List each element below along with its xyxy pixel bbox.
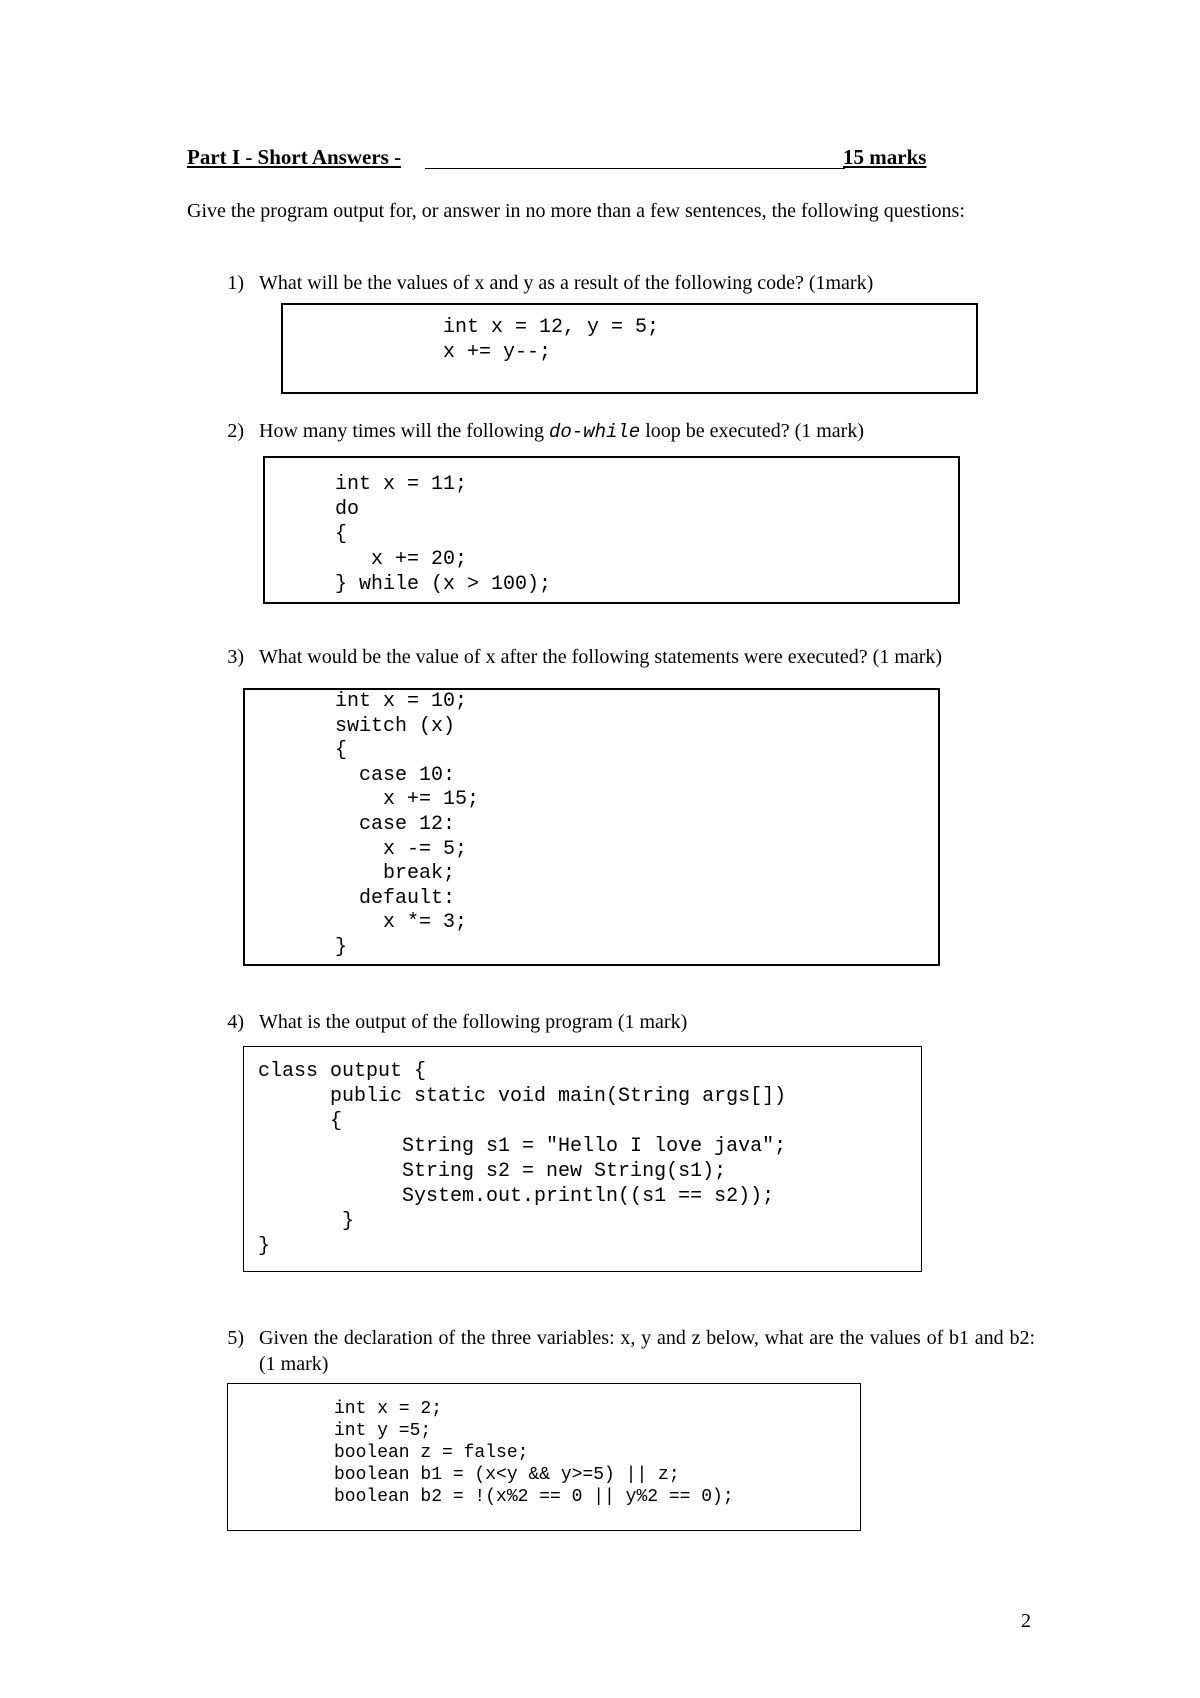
q4-code-line: String s1 = "Hello I love java"; — [258, 1135, 787, 1158]
q2-text-after: loop be executed? (1 mark) — [640, 420, 864, 442]
q4-code-line: class output { — [258, 1060, 427, 1083]
q5-code-line: boolean b2 = !(x%2 == 0 || y%2 == 0); — [334, 1487, 734, 1507]
q3-code-box — [243, 688, 940, 966]
section-title: Part I - Short Answers - — [187, 145, 402, 169]
q2-code-line: int x = 11; — [335, 473, 468, 496]
q5-code-line: boolean b1 = (x<y && y>=5) || z; — [334, 1465, 680, 1485]
q4-text: What is the output of the following program (1 mark) — [259, 1011, 688, 1033]
q2-code-line: do — [335, 498, 360, 521]
q1-text: What will be the values of x and y as a result of the following code? (1mark) — [259, 272, 874, 294]
section-marks: 15 marks — [843, 145, 927, 169]
q4-code-line: } — [258, 1235, 271, 1258]
q4-code-box — [243, 1046, 922, 1272]
q1-code-line: x += y--; — [443, 341, 552, 364]
intro-text: Give the program output for, or answer in no more than a few sentences, the following questions: — [187, 200, 965, 222]
q1-code-line: int x = 12, y = 5; — [443, 316, 660, 339]
q4-number: 4) — [227, 1011, 244, 1033]
q3-code-line: switch (x) — [335, 714, 456, 738]
q3-code-line: { — [335, 739, 348, 763]
q5-code-line: int y =5; — [334, 1421, 432, 1441]
q5-text: Given the declaration of the three variables: x, y and z below, what are the values of b1 and b2: (1 mark) — [259, 1327, 1035, 1375]
q2-code-line: { — [335, 523, 348, 546]
page-number: 2 — [1021, 1610, 1031, 1632]
q4-code-line: String s2 = new String(s1); — [258, 1160, 727, 1183]
q3-code-line: x -= 5; — [335, 837, 468, 861]
q5-code-box — [227, 1383, 861, 1531]
q4-code-line: { — [258, 1110, 343, 1133]
q5-code-line: boolean z = false; — [334, 1443, 529, 1463]
q5-number: 5) — [227, 1327, 244, 1349]
q3-code-line: x *= 3; — [335, 911, 468, 935]
q3-number: 3) — [227, 646, 244, 668]
q2-code-box — [263, 456, 960, 604]
q5-code-line: int x = 2; — [334, 1399, 443, 1419]
q4-code-line: public static void main(String args[]) — [258, 1085, 787, 1108]
section-underline-spacer — [425, 145, 845, 169]
q3-code-line: case 12: — [335, 813, 456, 836]
q4-code-line: System.out.println((s1 == s2)); — [258, 1185, 775, 1208]
q2-text-code: do-while — [548, 421, 641, 443]
q2-number: 2) — [227, 420, 244, 442]
q3-code-line: int x = 10; — [335, 690, 468, 713]
q3-code-line: x += 15; — [335, 788, 480, 812]
q3-text: What would be the value of x after the following statements were executed? (1 mark) — [259, 646, 943, 668]
q4-code-line: } — [258, 1210, 355, 1233]
q2-text-before: How many times will the following — [259, 420, 549, 442]
q3-code-line: } — [335, 936, 348, 959]
q3-code-line: break; — [335, 862, 456, 886]
q3-code-line: case 10: — [335, 763, 456, 787]
q2-text — [259, 418, 864, 445]
q3-code-line: default: — [335, 886, 456, 910]
q2-code-line: } while (x > 100); — [335, 573, 552, 596]
q1-code-box — [281, 303, 978, 394]
q2-code-line: x += 20; — [335, 548, 468, 571]
q1-number: 1) — [227, 272, 244, 294]
